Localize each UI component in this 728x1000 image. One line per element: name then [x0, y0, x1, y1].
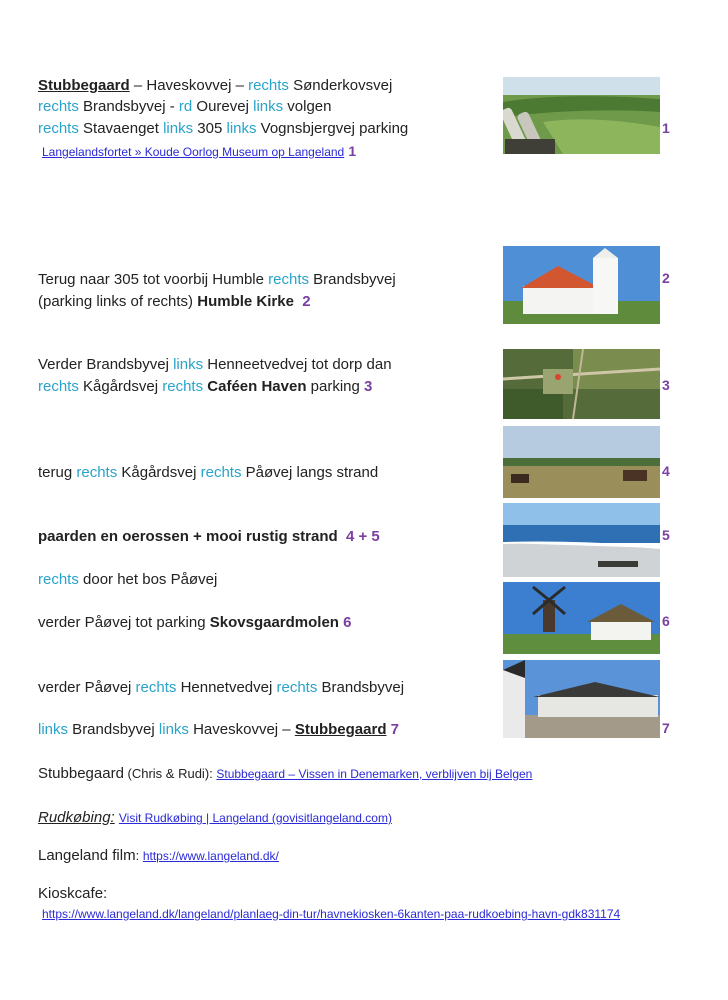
info-stubbegaard [38, 764, 532, 784]
direction: rd [178, 98, 193, 115]
langeland-link[interactable]: https://www.langeland.dk/ [142, 849, 279, 863]
kioskcafe-link-line [42, 904, 620, 924]
museum-link[interactable]: Langelandsfortet » Koude Oorlog Museum op Langeland [42, 145, 345, 159]
direction: links [158, 721, 189, 738]
route-line-3 [38, 119, 408, 139]
route-line-2 [38, 97, 332, 117]
route-line-5 [38, 292, 311, 312]
text: 305 [193, 120, 227, 137]
text: Henneetvedvej tot dorp dan [203, 356, 392, 373]
photo-number: 6 [662, 613, 670, 629]
direction: rechts [38, 120, 79, 137]
route-line-4 [38, 270, 396, 290]
photo-stubbegaard [503, 660, 660, 738]
photo-aerial-map [503, 349, 660, 419]
text: (parking links of rechts) [38, 293, 198, 310]
label: Kioskcafe: [38, 885, 108, 902]
photo-number: 5 [662, 527, 670, 543]
info-langeland-film [38, 846, 279, 866]
text: Haveskovvej – [188, 721, 295, 738]
direction: rechts [38, 378, 79, 395]
text: Brandsbyvej [309, 271, 396, 288]
place-name: Caféen Haven [207, 378, 307, 395]
stop-number: 4 + 5 [346, 528, 380, 545]
direction: links [253, 98, 284, 115]
direction: links [226, 120, 257, 137]
route-line-11 [38, 613, 351, 633]
route-line-13 [38, 720, 399, 740]
route-link-line [42, 141, 356, 162]
photo-number: 2 [662, 270, 670, 286]
text: Vognsbjergvej parking [256, 120, 409, 137]
text: Kågårdsvej [78, 378, 163, 395]
text: Verder Brandsbyvej [38, 356, 174, 373]
text: verder Påøvej tot parking [38, 614, 210, 631]
direction: rechts [162, 378, 204, 395]
text: terug [38, 464, 77, 481]
photo-number: 4 [662, 463, 670, 479]
text: Brandsbyvej [68, 721, 159, 738]
text: Hennetvedvej [176, 679, 277, 696]
route-line-12 [38, 678, 404, 698]
text: Sønderkovsvej [288, 77, 393, 94]
text: verder Påøvej [38, 679, 136, 696]
route-line-1 [38, 76, 392, 96]
stop-number: 2 [302, 293, 311, 310]
direction: links [163, 120, 194, 137]
label: Stubbegaard [38, 765, 124, 782]
label: Rudkøbing: [38, 809, 115, 826]
direction: rechts [268, 271, 309, 288]
text: door het bos Påøvej [78, 571, 218, 588]
text: – Haveskovvej – [129, 77, 249, 94]
text: Terug naar 305 tot voorbij Humble [38, 271, 269, 288]
text: Brandsbyvej [317, 679, 405, 696]
route-line-7 [38, 377, 372, 397]
direction: rechts [38, 571, 79, 588]
photo-number: 1 [662, 120, 670, 136]
photo-number: 3 [662, 377, 670, 393]
place-name: Stubbegaard [38, 77, 130, 94]
direction: rechts [135, 679, 177, 696]
route-line-6 [38, 355, 392, 375]
stop-number: 7 [390, 721, 400, 738]
info-kioskcafe [38, 884, 107, 904]
direction: rechts [200, 464, 242, 481]
text: Kågårdsvej [117, 464, 201, 481]
direction: links [38, 721, 69, 738]
photo-humble-church [503, 246, 660, 324]
direction: rechts [76, 464, 118, 481]
direction: rechts [38, 98, 79, 115]
stubbegaard-link[interactable]: Stubbegaard – Vissen in Denemarken, verblijven bij Belgen [216, 767, 533, 781]
text: parking [306, 378, 365, 395]
direction: rechts [248, 77, 289, 94]
photo-fort-cannons [503, 77, 660, 154]
kioskcafe-link[interactable]: https://www.langeland.dk/langeland/planlaeg-din-tur/havnekiosken-6kanten-paa-rudkoebing-havn-gdk831174 [42, 907, 621, 921]
place-name: Humble Kirke [197, 293, 294, 310]
photo-number: 7 [662, 720, 670, 736]
text: (Chris & Rudi): [123, 766, 217, 781]
photo-cattle-field [503, 426, 660, 498]
rudkobing-link[interactable]: Visit Rudkøbing | Langeland (govisitlangeland.com) [118, 811, 392, 825]
stop-number: 3 [364, 378, 373, 395]
direction: rechts [276, 679, 318, 696]
text: Ourevej [192, 98, 254, 115]
highlight-text: paarden en oerossen + mooi rustig strand [38, 528, 338, 545]
route-line-10 [38, 570, 217, 590]
place-name: Skovsgaardmolen [209, 614, 339, 631]
info-rudkobing [38, 808, 392, 828]
label: Langeland film [38, 847, 136, 864]
text: Påøvej langs strand [241, 464, 379, 481]
text: volgen [283, 98, 332, 115]
photo-windmill [503, 582, 660, 654]
text: Stavaenget [78, 120, 164, 137]
text: Brandsbyvej - [78, 98, 179, 115]
stop-number: 6 [343, 614, 352, 631]
route-line-8 [38, 463, 378, 483]
text: : [135, 848, 143, 863]
photo-beach [503, 503, 660, 577]
place-name: Stubbegaard [294, 721, 387, 738]
direction: links [173, 356, 204, 373]
route-line-9 [38, 527, 380, 547]
stop-number: 1 [348, 143, 357, 159]
